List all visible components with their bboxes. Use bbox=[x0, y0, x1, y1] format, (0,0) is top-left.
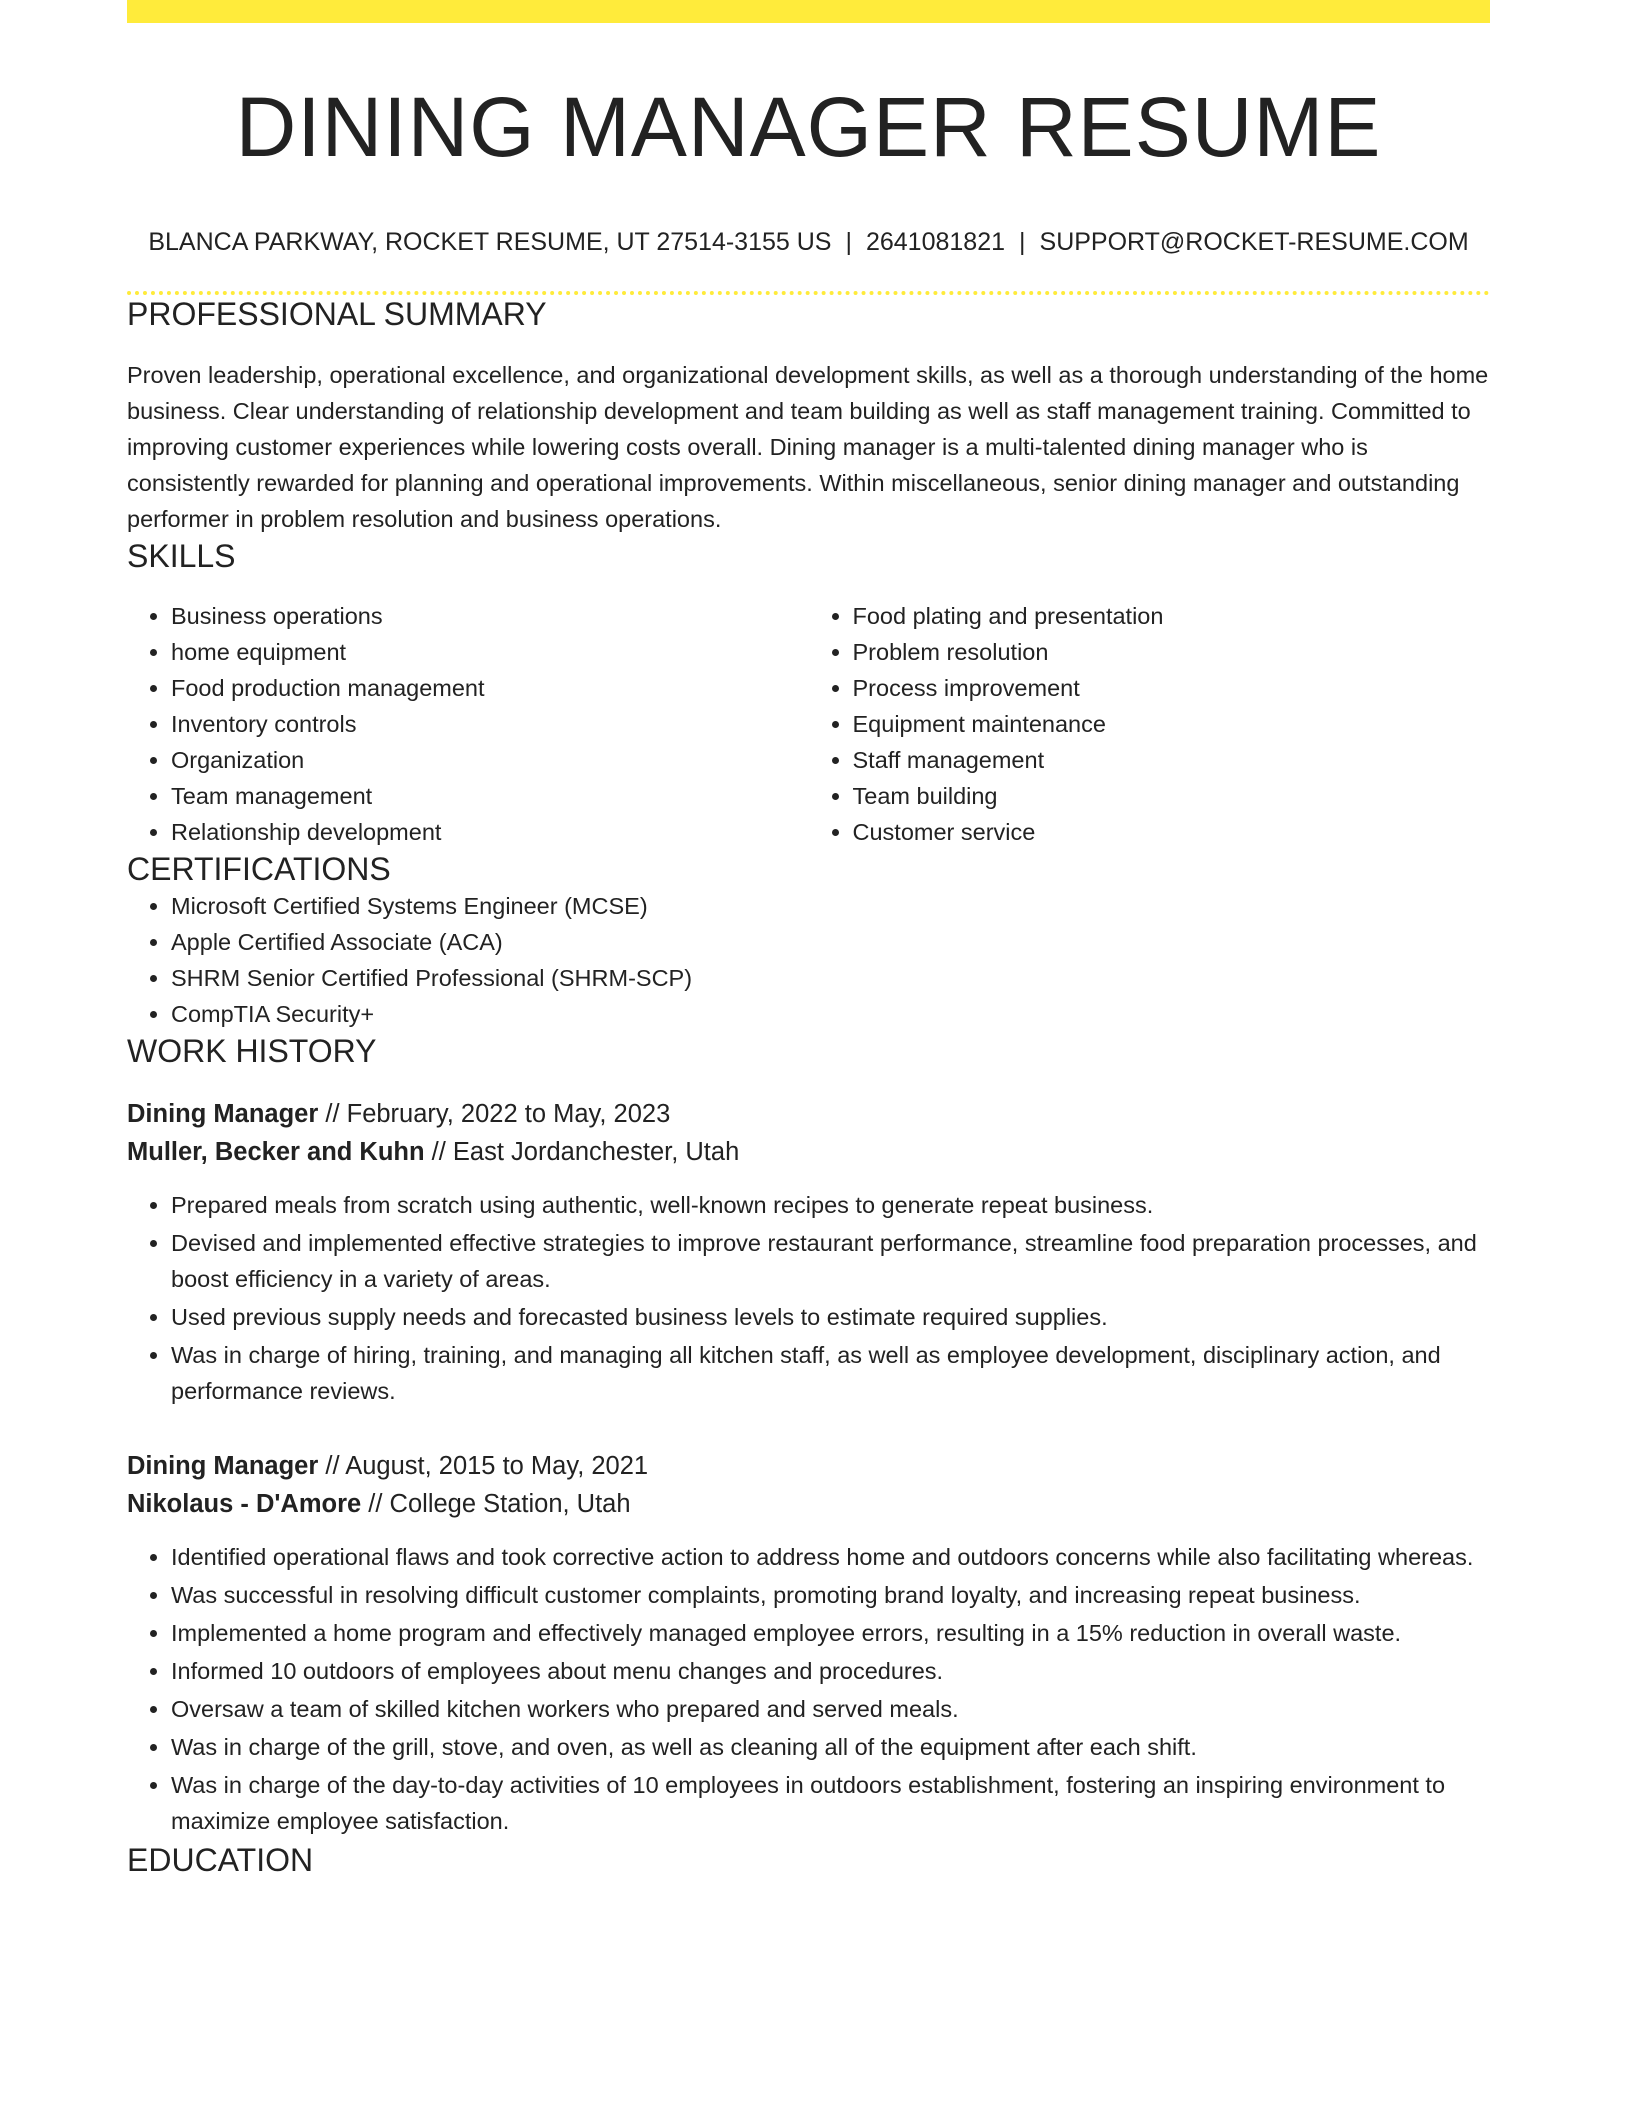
job-title-line bbox=[127, 1095, 1490, 1133]
job-bullet: • Was in charge of the grill, stove, and oven, as well as cleaning all of the equipment after each shift. bbox=[171, 1729, 1490, 1765]
job-company: Muller, Becker and Kuhn bbox=[127, 1137, 425, 1166]
certification-item: • Microsoft Certified Systems Engineer (MCSE) bbox=[171, 888, 1490, 924]
skills-right-list bbox=[809, 598, 1491, 850]
skill-item: • Process improvement bbox=[853, 670, 1491, 706]
skill-item: • Business operations bbox=[171, 598, 809, 634]
job-bullets bbox=[127, 1539, 1490, 1839]
certifications-list bbox=[127, 888, 1490, 1032]
skills-left-list bbox=[127, 598, 809, 850]
skills-columns bbox=[127, 598, 1490, 850]
job-bullet: • Prepared meals from scratch using authentic, well-known recipes to generate repeat business. bbox=[171, 1187, 1490, 1223]
skills-heading: SKILLS bbox=[127, 538, 236, 575]
skill-item: • Food production management bbox=[171, 670, 809, 706]
skill-item: • Staff management bbox=[853, 742, 1491, 778]
contact-phone: 2641081821 bbox=[865, 228, 1006, 256]
job-bullets bbox=[127, 1187, 1490, 1409]
summary-heading: PROFESSIONAL SUMMARY bbox=[127, 296, 547, 332]
skill-item: • home equipment bbox=[171, 634, 809, 670]
contact-address: BLANCA PARKWAY, ROCKET RESUME, UT 27514-3155 US bbox=[148, 228, 832, 256]
job-company-line bbox=[127, 1485, 1490, 1523]
job-dates: // February, 2022 to May, 2023 bbox=[325, 1099, 671, 1128]
job-title: Dining Manager bbox=[127, 1451, 319, 1480]
skill-item: • Equipment maintenance bbox=[853, 706, 1491, 742]
certification-item: • SHRM Senior Certified Professional (SHRM-SCP) bbox=[171, 960, 1490, 996]
skill-item: • Inventory controls bbox=[171, 706, 809, 742]
skill-item: • Organization bbox=[171, 742, 809, 778]
job-location: // East Jordanchester, Utah bbox=[431, 1137, 740, 1166]
skill-item: • Customer service bbox=[853, 814, 1491, 850]
certification-item: • CompTIA Security+ bbox=[171, 996, 1490, 1032]
job-entry bbox=[127, 1447, 1490, 1839]
education-heading: EDUCATION bbox=[127, 1841, 314, 1878]
skill-item: • Team management bbox=[171, 778, 809, 814]
summary-text: Proven leadership, operational excellence, and organizational development skills, as well as a thorough understanding of the home business. Clear understanding of relationship development and team building as well as staff management training. Committed to improving customer experiences while lowering costs overall. Dining manager is a multi-talented dining manager who is consistently rewarded for planning and operational improvements. Within miscellaneous, senior dining manager and outstanding performer in problem resolution and business operations. bbox=[127, 362, 1489, 533]
accent-top-bar bbox=[127, 0, 1490, 23]
job-bullet: • Oversaw a team of skilled kitchen workers who prepared and served meals. bbox=[171, 1691, 1490, 1727]
job-bullet: • Devised and implemented effective strategies to improve restaurant performance, streamline food preparation processes, and boost efficiency in a variety of areas. bbox=[171, 1225, 1490, 1297]
job-dates: // August, 2015 to May, 2021 bbox=[325, 1451, 649, 1480]
job-bullet: • Identified operational flaws and took corrective action to address home and outdoors concerns while also facilitating whereas. bbox=[171, 1539, 1490, 1575]
job-bullet: • Was in charge of hiring, training, and managing all kitchen staff, as well as employee development, disciplinary action, and performance reviews. bbox=[171, 1337, 1490, 1409]
job-company: Nikolaus - D'Amore bbox=[127, 1489, 362, 1518]
contact-line bbox=[127, 227, 1490, 257]
job-bullet: • Was successful in resolving difficult customer complaints, promoting brand loyalty, and increasing repeat business. bbox=[171, 1577, 1490, 1613]
job-company-line bbox=[127, 1133, 1490, 1171]
job-title: Dining Manager bbox=[127, 1099, 319, 1128]
resume-title: DINING MANAGER RESUME bbox=[235, 80, 1382, 174]
job-bullet: • Informed 10 outdoors of employees about menu changes and procedures. bbox=[171, 1653, 1490, 1689]
skill-item: • Problem resolution bbox=[853, 634, 1491, 670]
job-bullet: • Was in charge of the day-to-day activities of 10 employees in outdoors establishment, fostering an inspiring environment to maximize employee satisfaction. bbox=[171, 1767, 1490, 1839]
work-history-heading: WORK HISTORY bbox=[127, 1033, 377, 1070]
skill-item: • Relationship development bbox=[171, 814, 809, 850]
job-bullet: • Used previous supply needs and forecasted business levels to estimate required supplies. bbox=[171, 1299, 1490, 1335]
resume-page bbox=[127, 0, 1490, 1879]
certification-item: • Apple Certified Associate (ACA) bbox=[171, 924, 1490, 960]
skill-item: • Food plating and presentation bbox=[853, 598, 1491, 634]
job-title-line bbox=[127, 1447, 1490, 1485]
skill-item: • Team building bbox=[853, 778, 1491, 814]
job-bullet: • Implemented a home program and effectively managed employee errors, resulting in a 15% reduction in overall waste. bbox=[171, 1615, 1490, 1651]
certifications-heading: CERTIFICATIONS bbox=[127, 850, 391, 887]
contact-email: SUPPORT@ROCKET-RESUME.COM bbox=[1039, 228, 1469, 256]
contact-separator: | bbox=[845, 228, 852, 256]
job-entry bbox=[127, 1095, 1490, 1409]
job-location: // College Station, Utah bbox=[368, 1489, 631, 1518]
contact-separator: | bbox=[1019, 228, 1026, 256]
